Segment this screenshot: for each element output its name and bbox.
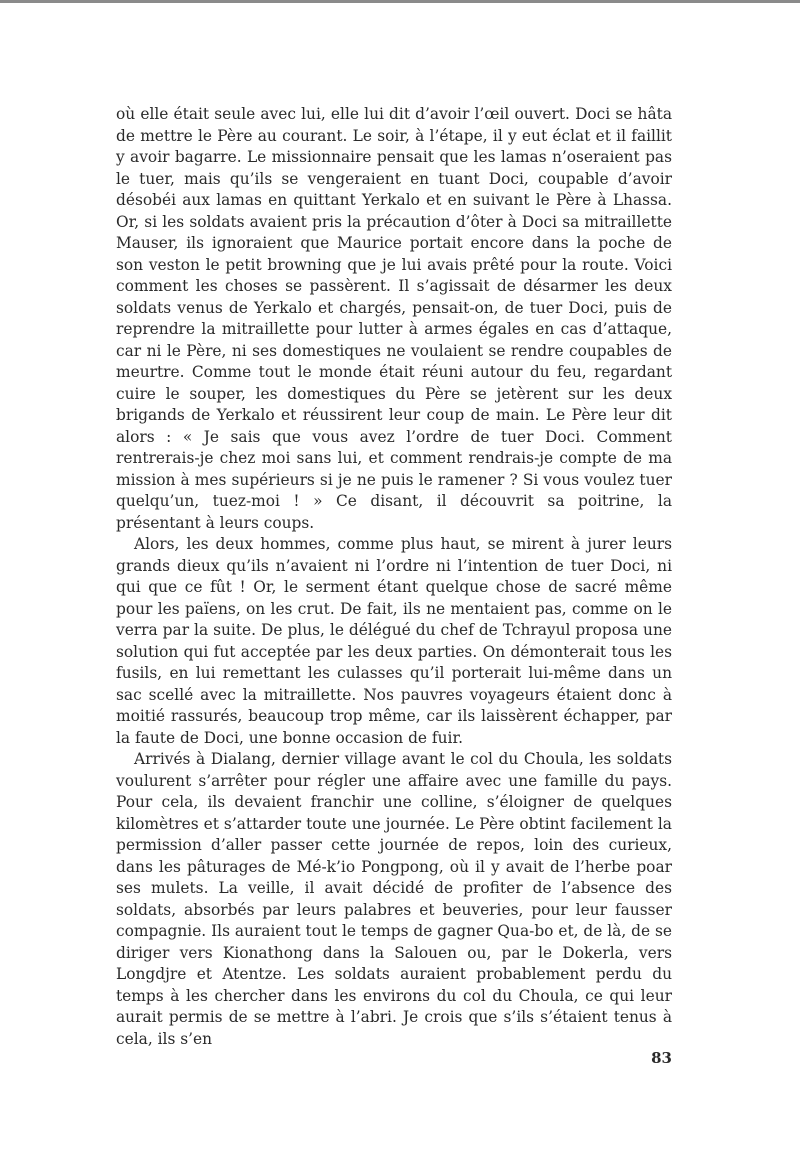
body-text: [116, 104, 672, 1050]
paragraph-1: où elle était seule avec lui, elle lui dit d’avoir l’œil ouvert. Doci se hâta de mettre le Père au courant. Le soir, à l’étape, il y eut éclat et il faillit y avoir bagarre. Le missionnaire pensait que les lamas n’oseraient pas le tuer, mais qu’ils se vengeraient en tuant Doci, coupable d’avoir désobéi aux lamas en quittant Yerkalo et en suivant le Père à Lhassa. Or, si les soldats avaient pris la précaution d’ôter à Doci sa mitraillette Mauser, ils ignoraient que Maurice portait encore dans la poche de son veston le petit browning que je lui avais prêté pour la route. Voici comment les choses se passèrent. Il s’agissait de désarmer les deux soldats venus de Yerkalo et chargés, pensait-on, de tuer Doci, puis de reprendre la mitraillette pour lutter à armes égales en cas d’attaque, car ni le Père, ni ses domestiques ne voulaient se rendre coupables de meurtre. Comme tout le monde était réuni autour du feu, regardant cuire le souper, les domestiques du Père se jetèrent sur les deux brigands de Yerkalo et réussirent leur coup de main. Le Père leur dit alors : « Je sais que vous avez l’ordre de tuer Doci. Comment rentrerais-je chez moi sans lui, et comment rendrais-je compte de ma mission à mes supérieurs si je ne puis le ramener ? Si vous voulez tuer quelqu’un, tuez-moi ! » Ce disant, il découvrit sa poitrine, la présentant à leurs coups.: [116, 105, 672, 532]
paragraph-2: Alors, les deux hommes, comme plus haut, se mirent à jurer leurs grands dieux qu’ils n’avaient ni l’ordre ni l’intention de tuer Doci, ni qui que ce fût ! Or, le serment étant quelque chose de sacré même pour les païens, on les crut. De fait, ils ne mentaient pas, comme on le verra par la suite. De plus, le délégué du chef de Tchrayul proposa une solution qui fut acceptée par les deux parties. On démonterait tous les fusils, en lui remettant les culasses qu’il porterait lui-même dans un sac scellé avec la mitraillette. Nos pauvres voyageurs étaient donc à moitié rassurés, beaucoup trop même, car ils laissèrent échapper, par la faute de Doci, une bonne occasion de fuir.: [116, 535, 672, 747]
page-number: 83: [651, 1049, 672, 1067]
paragraph-3: Arrivés à Dialang, dernier village avant le col du Choula, les soldats voulurent s’arrêter pour régler une affaire avec une famille du pays. Pour cela, ils devaient franchir une colline, s’éloigner de quelques kilomètres et s’attarder toute une journée. Le Père obtint facilement la permission d’aller passer cette journée de repos, loin des curieux, dans les pâturages de Mé-k’io Pongpong, où il y avait de l’herbe poar ses mulets. La veille, il avait décidé de profiter de l’absence des soldats, absorbés par leurs palabres et beuveries, pour leur fausser compagnie. Ils auraient tout le temps de gagner Qua-bo et, de là, de se diriger vers Kionathong dans la Salouen ou, par le Dokerla, vers Longdjre et Atentze. Les soldats auraient probablement perdu du temps à les chercher dans les environs du col du Choula, ce qui leur aurait permis de se mettre à l’abri. Je crois que s’ils s’étaient tenus à cela, ils s’en: [116, 750, 673, 1048]
top-border-rule: [0, 0, 800, 3]
